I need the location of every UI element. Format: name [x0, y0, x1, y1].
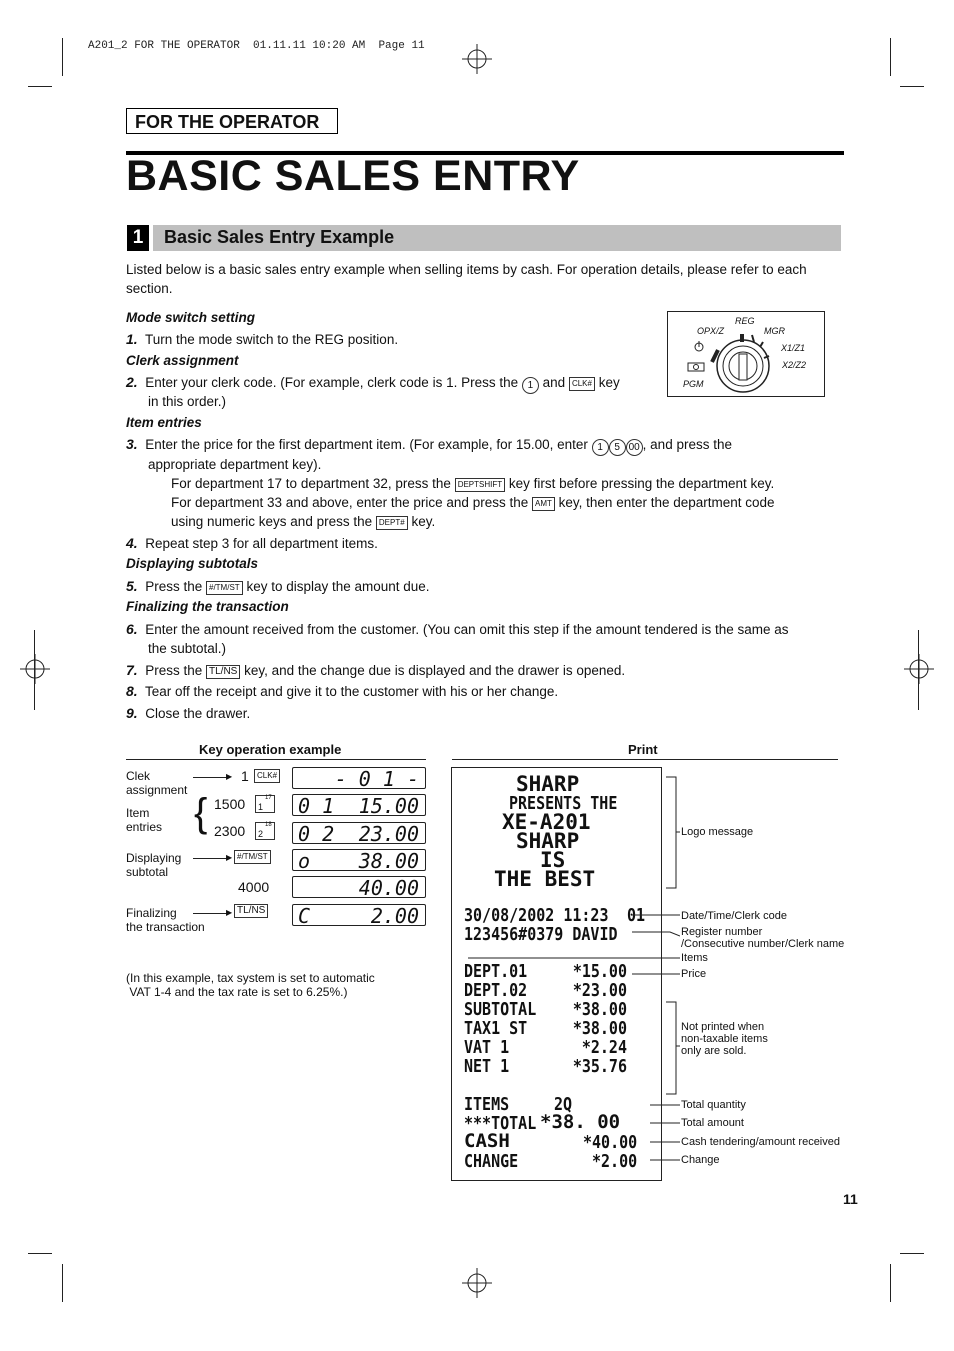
crop-mark [28, 1253, 52, 1254]
mode-x1z1: X1/Z1 [781, 343, 806, 353]
crop-mark [28, 86, 52, 87]
annotation-not-printed: Not printed when non-taxable items only are sold. [681, 1021, 768, 1057]
receipt-total-amount: *38. 00 [540, 1111, 621, 1133]
receipt-change-amount: *2.00 [592, 1150, 638, 1172]
arrow-line [193, 777, 229, 778]
mode-x2z2: X2/Z2 [782, 360, 807, 370]
operator-label: FOR THE OPERATOR [126, 108, 338, 134]
clk-key-icon: CLK# [569, 377, 595, 391]
key-5-icon: 5 [609, 439, 626, 456]
print-header: A201_2 FOR THE OPERATOR 01.11.11 10:20 AM Page 11 [88, 40, 425, 52]
section-title: Basic Sales Entry Example [164, 227, 395, 247]
receipt-row-amount: *15.00 [572, 960, 627, 982]
amt-key-icon: AMT [532, 497, 555, 511]
receipt-row-label: DEPT.01 [464, 960, 528, 982]
annotation-price: Price [681, 968, 707, 980]
arrow-line [193, 913, 229, 914]
subhead-subtotals: Displaying subtotals [126, 556, 259, 571]
receipt-register: 123456#0379 DAVID [464, 923, 618, 945]
crop-mark [918, 630, 919, 710]
page-number: 11 [843, 1191, 858, 1207]
label-clerk-assignment: Clek assignment [126, 769, 188, 797]
receipt-items-qty: 2Q [554, 1093, 573, 1115]
receipt-cash-amount: *40.00 [583, 1131, 638, 1153]
mode-pgm: PGM [683, 379, 704, 389]
crop-mark [34, 630, 35, 710]
step-6-cont: the subtotal.) [148, 641, 227, 656]
receipt-row-label: TAX1 ST [464, 1017, 528, 1039]
step-2-cont: in this order.) [148, 394, 227, 409]
crop-mark [890, 1264, 891, 1302]
annotation-change: Change [681, 1154, 720, 1166]
tlns-key-icon: TL/NS [206, 665, 240, 679]
input-clerk: 1 [241, 768, 249, 784]
tmst-key-icon: #/TM/ST [206, 581, 243, 595]
annotation-total-quantity: Total quantity [681, 1099, 746, 1111]
crop-mark [62, 38, 63, 76]
lcd-display-clerk: - 0 1 - [292, 767, 426, 789]
receipt-change-label: CHANGE [464, 1150, 519, 1172]
step-7: 7. Press the TL/NS key, and the change due is displayed and the drawer is opened. [126, 662, 626, 678]
mode-reg: REG [735, 316, 755, 326]
tlns-key-icon: TL/NS [234, 904, 268, 918]
receipt-row-label: VAT 1 [464, 1036, 510, 1058]
annotation-leaders [440, 760, 680, 1180]
lcd-display-change: C 2.00 [292, 904, 426, 926]
brace-icon: { [194, 791, 208, 835]
receipt-row-amount: *23.00 [572, 979, 627, 1001]
mode-switch-figure [667, 311, 825, 397]
mode-opxz: OPX/Z [697, 326, 725, 336]
receipt-row-amount: *38.00 [572, 998, 627, 1020]
crop-mark [900, 1253, 924, 1254]
subhead-mode: Mode switch setting [126, 310, 256, 325]
crop-mark [900, 86, 924, 87]
lcd-display-dept2: 0 2 23.00 [292, 822, 426, 844]
input-2300: 2300 [214, 823, 246, 839]
annotation-items: Items [681, 952, 708, 964]
receipt-row-amount: *35.76 [572, 1055, 627, 1077]
step-9: 9. Close the drawer. [126, 705, 251, 721]
subhead-clerk: Clerk assignment [126, 353, 239, 368]
crop-mark [62, 1264, 63, 1302]
receipt-items-label: ITEMS [464, 1093, 510, 1115]
registration-mark-right [904, 654, 934, 684]
tax-note: (In this example, tax system is set to automatic VAT 1-4 and the tax rate is set to 6.25%.) [126, 971, 375, 999]
annotation-total-amount: Total amount [681, 1117, 744, 1129]
lcd-display-tendered: 40.00 [292, 876, 426, 898]
arrow-icon: ▶ [226, 853, 233, 862]
step-3-cont: appropriate department key). [148, 457, 322, 472]
step-6: 6. Enter the amount received from the customer. (You can omit this step if the amount tendered is the same as [126, 621, 789, 637]
step-2: 2. Enter your clerk code. (For example, clerk code is 1. Press the 1 and CLK# key [126, 373, 666, 394]
dept-1-key-icon: 1 17 [255, 795, 275, 813]
mode-mgr: MGR [764, 326, 785, 336]
step-3-dept33: For department 33 and above, enter the price and press the AMT key, then enter the department code [171, 495, 775, 510]
section-number: 1 [127, 225, 149, 251]
receipt-logo-4: SHARP [516, 829, 580, 853]
arrow-icon: ▶ [226, 772, 233, 781]
lcd-display-subtotal: o 38.00 [292, 849, 426, 871]
annotation-logo: Logo message [681, 826, 754, 838]
receipt-logo-5: IS [540, 848, 566, 872]
intro-text: Listed below is a basic sales entry example when selling items by cash. For operation details, please refer to each section. [126, 262, 807, 296]
arrow-line [193, 858, 229, 859]
dept-2-key-icon: 2 18 [255, 822, 275, 840]
receipt-row-label: DEPT.02 [464, 979, 528, 1001]
print-heading: Print [628, 742, 658, 757]
input-4000: 4000 [238, 879, 270, 895]
receipt-logo-3: XE-A201 [502, 810, 591, 834]
step-5: 5. Press the #/TM/ST key to display the amount due. [126, 578, 430, 594]
dept-key-icon: DEPT# [376, 516, 408, 530]
receipt-clerk: 01 [627, 904, 646, 926]
receipt-logo-2: PRESENTS THE [509, 792, 618, 814]
key-example-rule [126, 759, 426, 760]
lcd-display-dept1: 0 1 15.00 [292, 794, 426, 816]
receipt-total-label: ***TOTAL [464, 1112, 537, 1134]
annotation-datetime: Date/Time/Clerk code [681, 910, 787, 922]
label-item-entries: Item entries [126, 806, 163, 834]
key-1-icon: 1 [592, 439, 609, 456]
subhead-finalize: Finalizing the transaction [126, 599, 289, 614]
receipt-row-label: SUBTOTAL [464, 998, 537, 1020]
key-1-icon: 1 [522, 377, 539, 394]
receipt-row-amount: *2.24 [581, 1036, 627, 1058]
crop-mark [890, 38, 891, 76]
clk-key-icon: CLK# [254, 769, 280, 783]
arrow-icon: ▶ [226, 908, 233, 917]
input-1500: 1500 [214, 796, 246, 812]
step-3-dept17: For department 17 to department 32, press the DEPTSHIFT key first before pressing the department key. [171, 476, 775, 491]
receipt-row-amount: *38.00 [572, 1017, 627, 1039]
annotation-cash: Cash tendering/amount received [681, 1136, 840, 1148]
key-00-icon: 00 [626, 439, 643, 456]
label-finalizing: Finalizing the transaction [126, 906, 205, 934]
step-4: 4. Repeat step 3 for all department items. [126, 535, 378, 551]
deptshift-key-icon: DEPTSHIFT [455, 478, 505, 492]
registration-mark-bottom [462, 1268, 492, 1298]
receipt-logo-1: SHARP [516, 772, 580, 796]
annotation-register: Register number /Consecutive number/Clerk name [681, 926, 845, 950]
subhead-items: Item entries [126, 415, 202, 430]
key-example-heading: Key operation example [199, 742, 342, 757]
receipt-cash-label: CASH [464, 1130, 510, 1152]
step-1: 1. Turn the mode switch to the REG position. [126, 331, 399, 347]
step-8: 8. Tear off the receipt and give it to the customer with his or her change. [126, 683, 559, 699]
step-3-numeric: using numeric keys and press the DEPT# key. [171, 514, 436, 529]
registration-mark-top [462, 44, 492, 74]
page-title: BASIC SALES ENTRY [126, 152, 580, 200]
receipt-logo-6: THE BEST [494, 867, 596, 891]
registration-mark-left [20, 654, 50, 684]
label-displaying-subtotal: Displaying subtotal [126, 851, 182, 879]
receipt-row-label: NET 1 [464, 1055, 510, 1077]
receipt-datetime: 30/08/2002 11:23 [464, 904, 609, 926]
tmst-key-icon: #/TM/ST [234, 850, 271, 864]
step-3: 3. Enter the price for the first department item. (For example, for 15.00, enter 1 5 00 , and press the [126, 435, 846, 456]
